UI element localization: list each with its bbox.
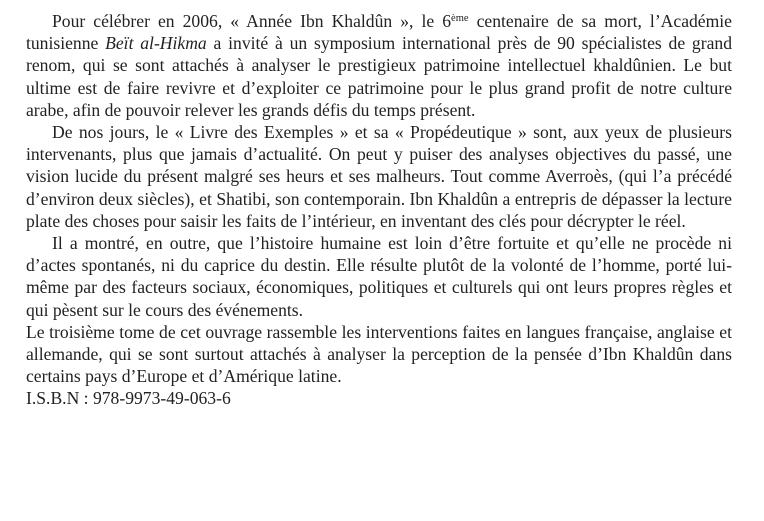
isbn-line: I.S.B.N : 978-9973-49-063-6 xyxy=(26,388,231,409)
ordinal-superscript: ème xyxy=(451,13,469,24)
paragraph-troisieme-tome: Le troisième tome de cet ouvrage rassemble les interventions faites en langues française, anglaise et allemande, qui se sont surtout attachés à analyser la perception de la pensée d’Ibn Khaldûn dans certains pays d’Europe et d’Amérique latine. xyxy=(26,321,732,387)
book-blurb xyxy=(26,10,732,410)
intro-text-b: centenaire de sa mort, l’Académie tunisienne xyxy=(26,11,732,54)
paragraph-intro xyxy=(26,10,732,121)
paragraph-livre-des-exemples: De nos jours, le « Livre des Exemples » et sa « Propédeutique » sont, aux yeux de plusieurs intervenants, plus que jamais d’actualité. On peut y puiser des analyses objectives du passé, une vision lucide du présent malgré ses heurs et ses malheurs. Tout comme Averroès, (qui l’a précédé d’environ deux siècles), et Shatibi, son contemporain. Ibn Khaldûn a entrepris de dépasser la lecture plate des choses pour saisir les faits de l’intérieur, en inventant des clés pour décrypter le réel. xyxy=(26,122,732,231)
academy-name: Beït al-Hikma xyxy=(105,33,207,54)
paragraph-histoire-humaine: Il a montré, en outre, que l’histoire humaine est loin d’être fortuite et qu’elle ne procède ni d’actes spontanés, ni du caprice du destin. Elle résulte plutôt de la volonté de l’homme, porté lui-même par des facteurs sociaux, économiques, politiques et culturels qui ont leurs propres règles et qui pèsent sur le cours des événements. xyxy=(26,233,732,320)
intro-text-a: Pour célébrer en 2006, « Année Ibn Khaldûn », le 6 xyxy=(52,11,452,31)
intro-text-c: a invité à un symposium international près de 90 spécialistes de grand renom, qui se sont attachés à analyser le prestigieux patrimoine intellectuel khaldûnien. Le but ultime est de faire revivre et d’exploiter ce patrimoine pour le plus grand profit de notre culture arabe, afin de pouvoir relever les grands défis du temps présent. xyxy=(26,33,732,120)
